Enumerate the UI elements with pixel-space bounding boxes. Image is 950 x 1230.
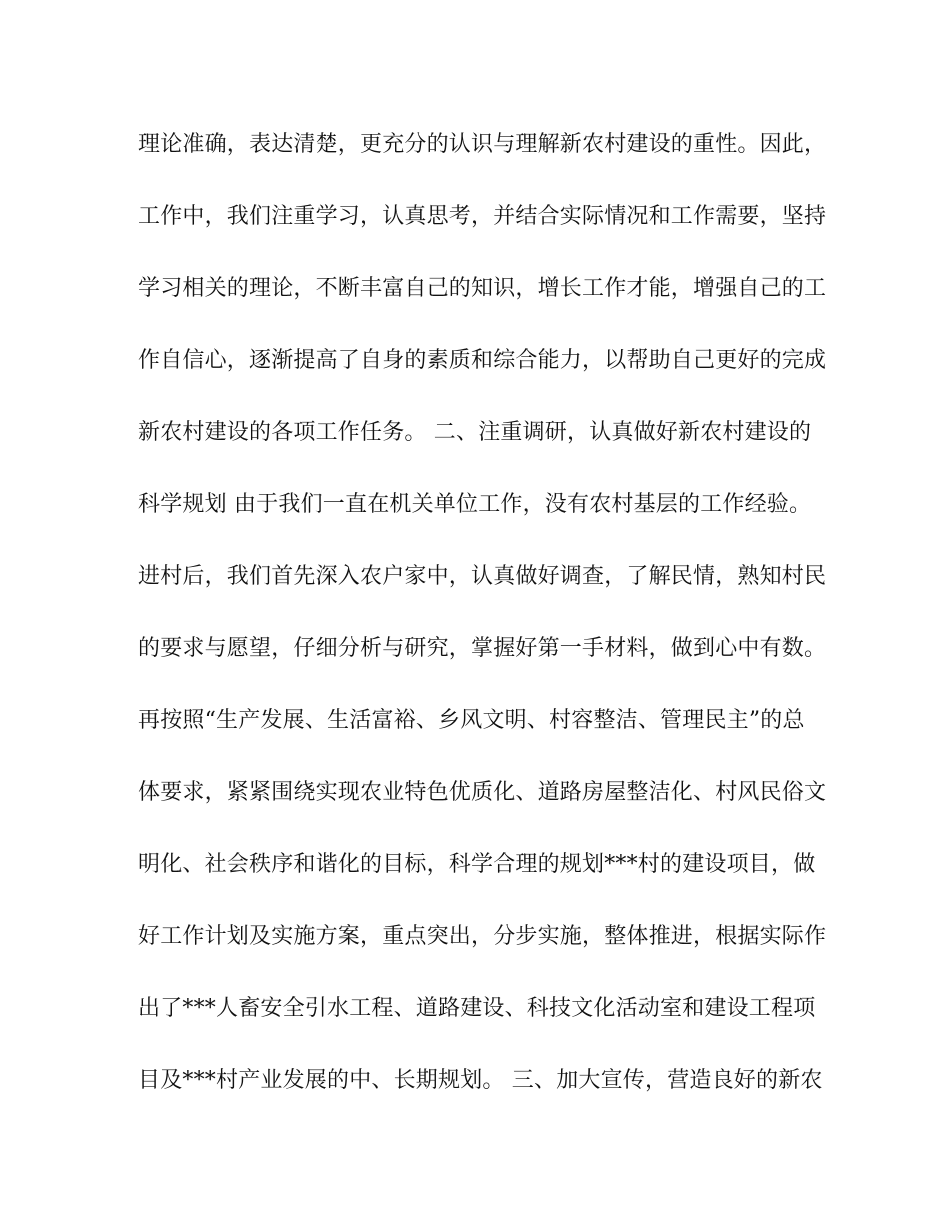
text-line-8: 的要求与愿望，仔细分析与研究，掌握好第一手材料，做到心中有数。 <box>138 636 827 661</box>
text-line-14: 目及***村产业发展的中、长期规划。 三、加大宣传，营造良好的新农 <box>138 1068 823 1093</box>
text-line-2: 工作中，我们注重学习，认真思考，并结合实际情况和工作需要，坚持 <box>138 204 827 229</box>
text-line-6: 科学规划 由于我们一直在机关单位工作，没有农村基层的工作经验。 <box>138 492 812 517</box>
text-line-4: 作自信心，逐渐提高了自身的素质和综合能力，以帮助自己更好的完成 <box>138 348 827 373</box>
text-line-11: 明化、社会秩序和谐化的目标，科学合理的规划***村的建设项目，做 <box>138 852 816 877</box>
text-line-1: 理论准确，表达清楚，更充分的认识与理解新农村建设的重性。因此， <box>138 132 827 157</box>
text-line-12: 好工作计划及实施方案，重点突出，分步实施，整体推进，根据实际作 <box>138 924 827 949</box>
text-line-9: 再按照“生产发展、生活富裕、乡风文明、村容整洁、管理民主”的总 <box>138 708 805 733</box>
text-line-3: 学习相关的理论，不断丰富自己的知识，增长工作才能，增强自己的工 <box>138 276 827 301</box>
text-line-5: 新农村建设的各项工作任务。 二、注重调研，认真做好新农村建设的 <box>138 420 812 445</box>
text-line-13: 出了***人畜安全引水工程、道路建设、科技文化活动室和建设工程项 <box>138 996 816 1021</box>
text-line-10: 体要求，紧紧围绕实现农业特色优质化、道路房屋整洁化、村风民俗文 <box>138 780 827 805</box>
text-line-7: 进村后，我们首先深入农户家中，认真做好调查，了解民情，熟知村民 <box>138 564 827 589</box>
